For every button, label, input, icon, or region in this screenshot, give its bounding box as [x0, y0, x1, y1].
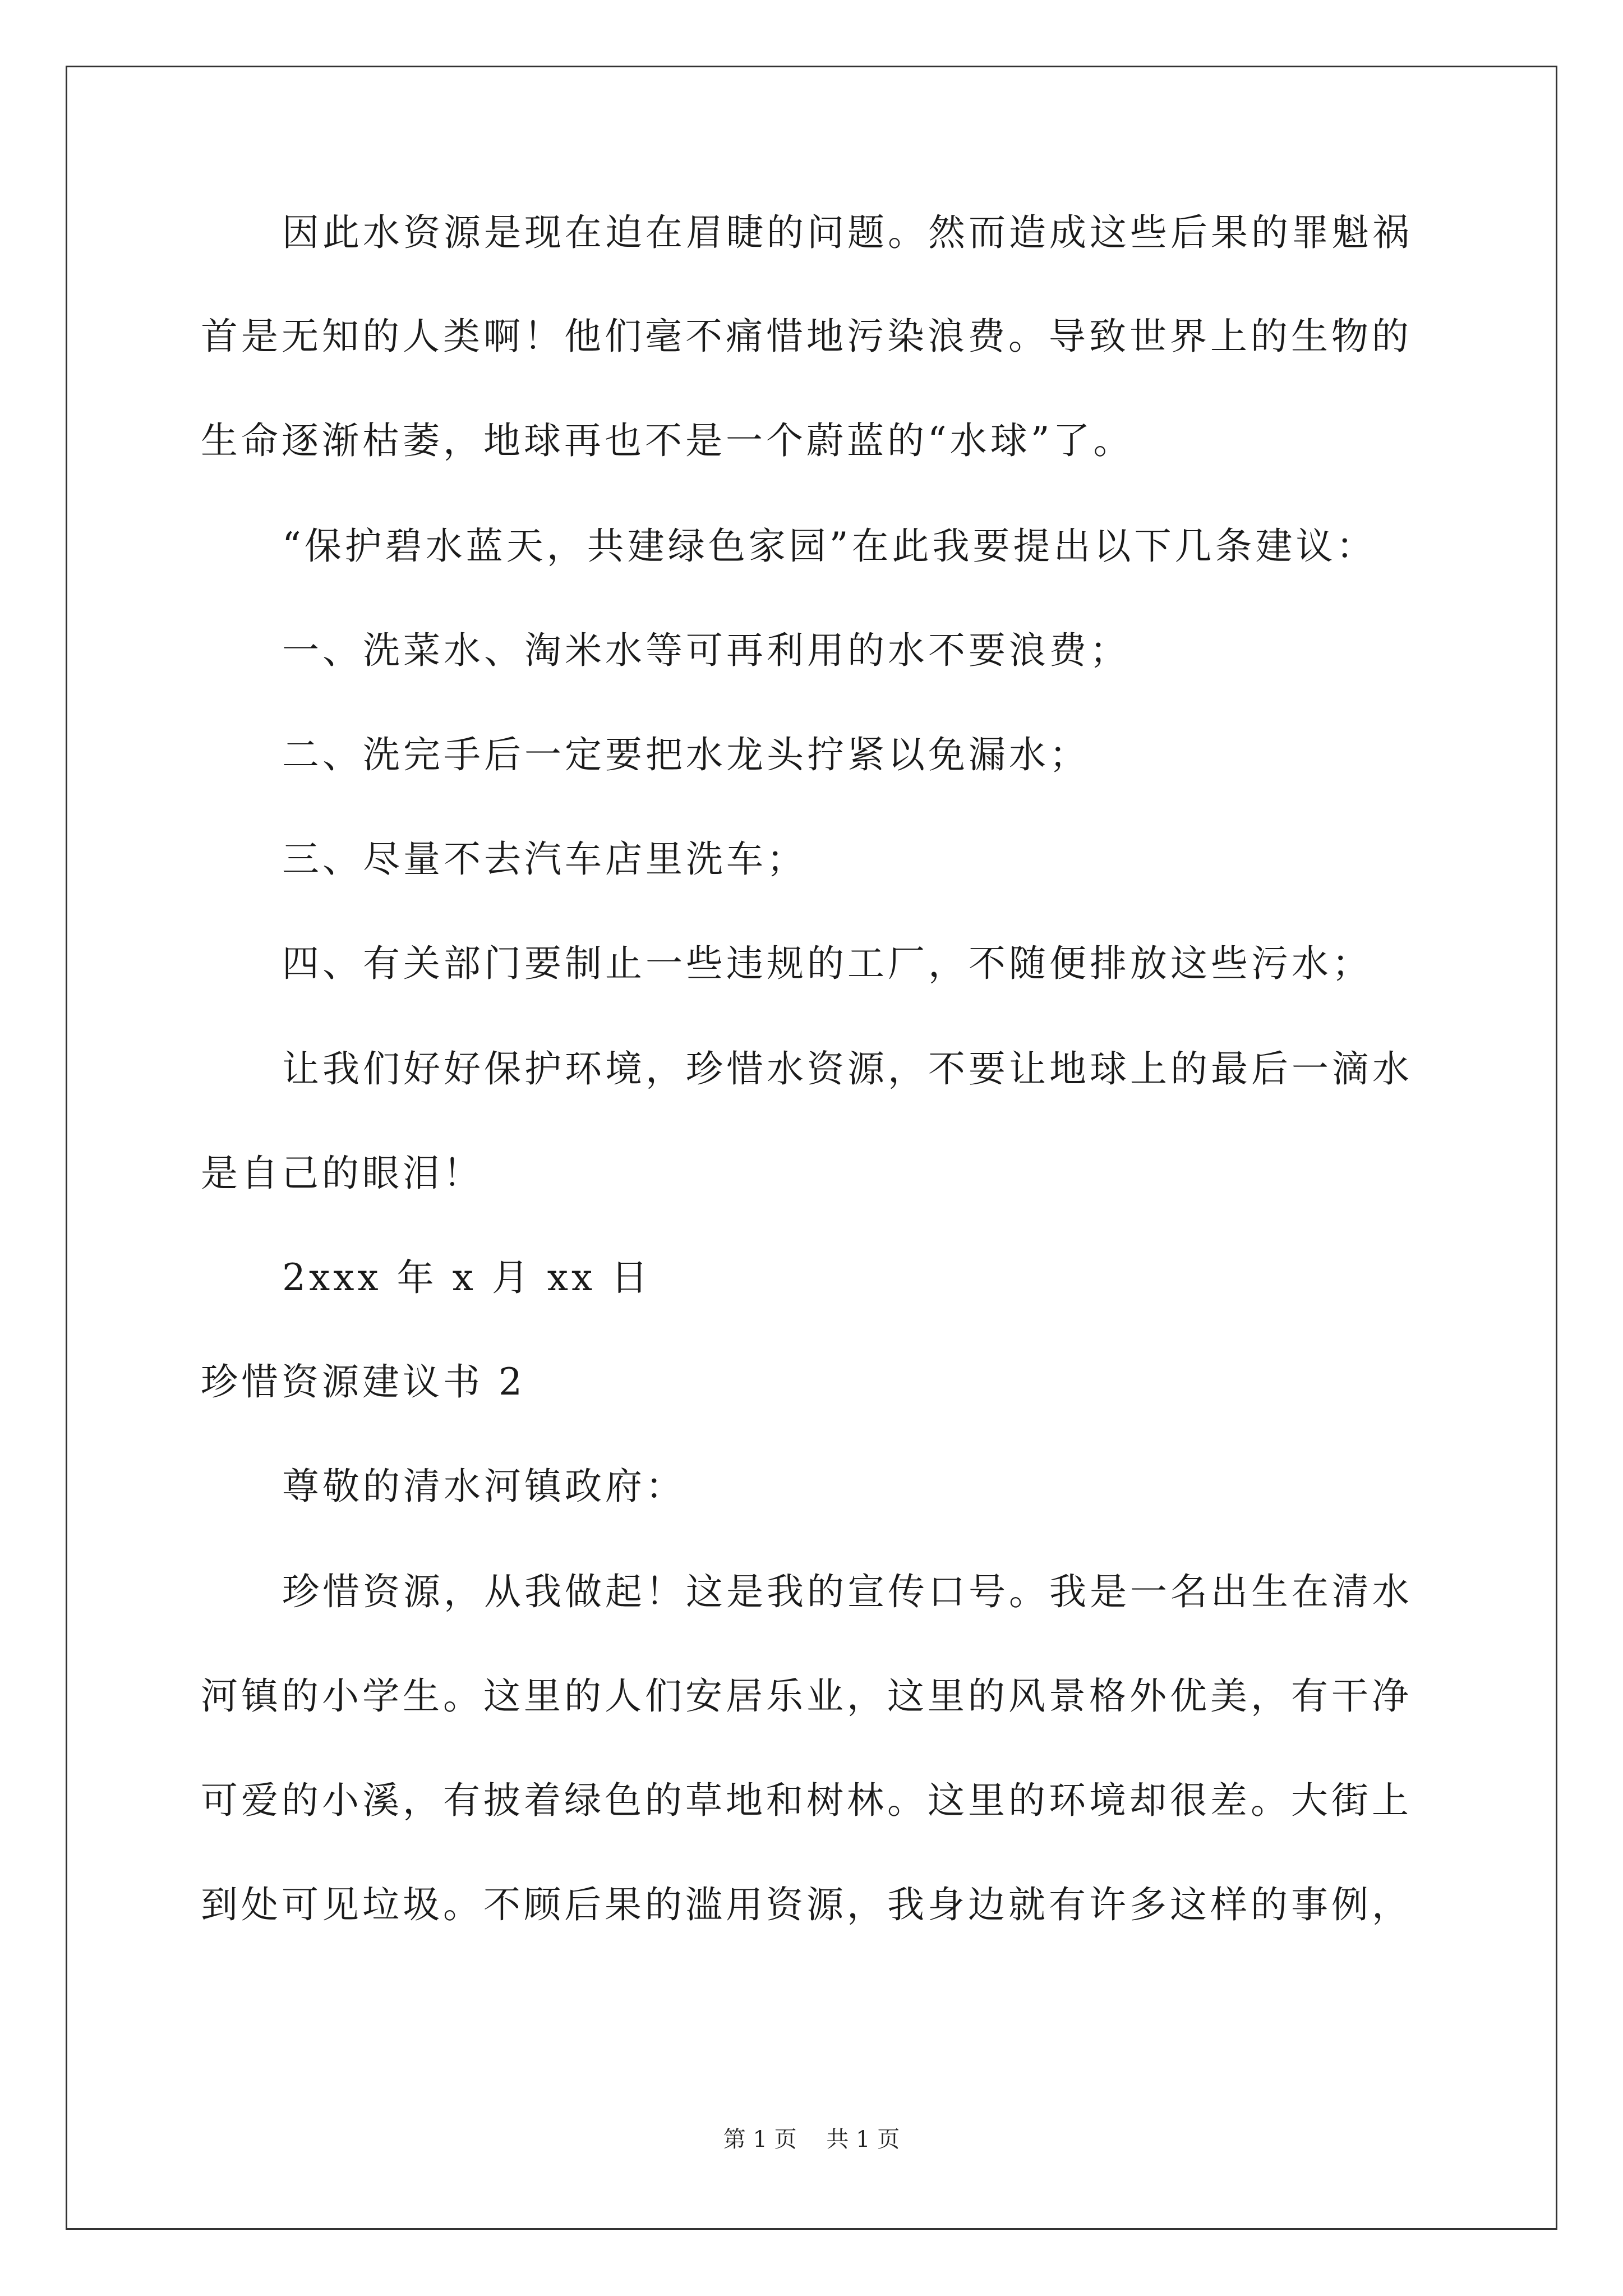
paragraph-line: “保护碧水蓝天，共建绿色家园”在此我要提出以下几条建议： [282, 524, 1377, 568]
page-total: 共 1 页 [826, 2127, 900, 2152]
paragraph-line: 珍惜资源，从我做起！这是我的宣传口号。我是一名出生在清水 [282, 1570, 1413, 1613]
list-item: 一、洗菜水、淘米水等可再利用的水不要浪费； [282, 629, 1130, 672]
list-item: 二、洗完手后一定要把水龙头拧紧以免漏水； [282, 733, 1090, 776]
salutation: 尊敬的清水河镇政府： [282, 1465, 686, 1508]
paragraph-line: 因此水资源是现在迫在眉睫的问题。然而造成这些后果的罪魁祸 [282, 211, 1413, 254]
list-item: 三、尽量不去汽车店里洗车； [282, 838, 807, 881]
paragraph-line: 可爱的小溪，有披着绿色的草地和树林。这里的环境却很差。大街上 [201, 1779, 1412, 1822]
list-item: 四、有关部门要制止一些违规的工厂，不随便排放这些污水； [282, 942, 1372, 985]
paragraph-line: 到处可见垃圾。不顾后果的滥用资源，我身边就有许多这样的事例， [201, 1883, 1412, 1926]
paragraph-line: 生命逐渐枯萎，地球再也不是一个蔚蓝的“水球”了。 [201, 419, 1134, 462]
page-number: 第 1 页 [723, 2127, 797, 2152]
date-line: 2xxx 年 x 月 xx 日 [282, 1256, 652, 1299]
paragraph-line: 首是无知的人类啊！他们毫不痛惜地污染浪费。导致世界上的生物的 [201, 315, 1412, 358]
paragraph-line: 河镇的小学生。这里的人们安居乐业，这里的风景格外优美，有干净 [201, 1674, 1412, 1718]
paragraph-line: 是自己的眼泪！ [201, 1152, 483, 1195]
page-footer [0, 2124, 1623, 2155]
section-title: 珍惜资源建议书 2 [201, 1360, 525, 1404]
paragraph-line: 让我们好好保护环境，珍惜水资源，不要让地球上的最后一滴水 [282, 1047, 1413, 1091]
